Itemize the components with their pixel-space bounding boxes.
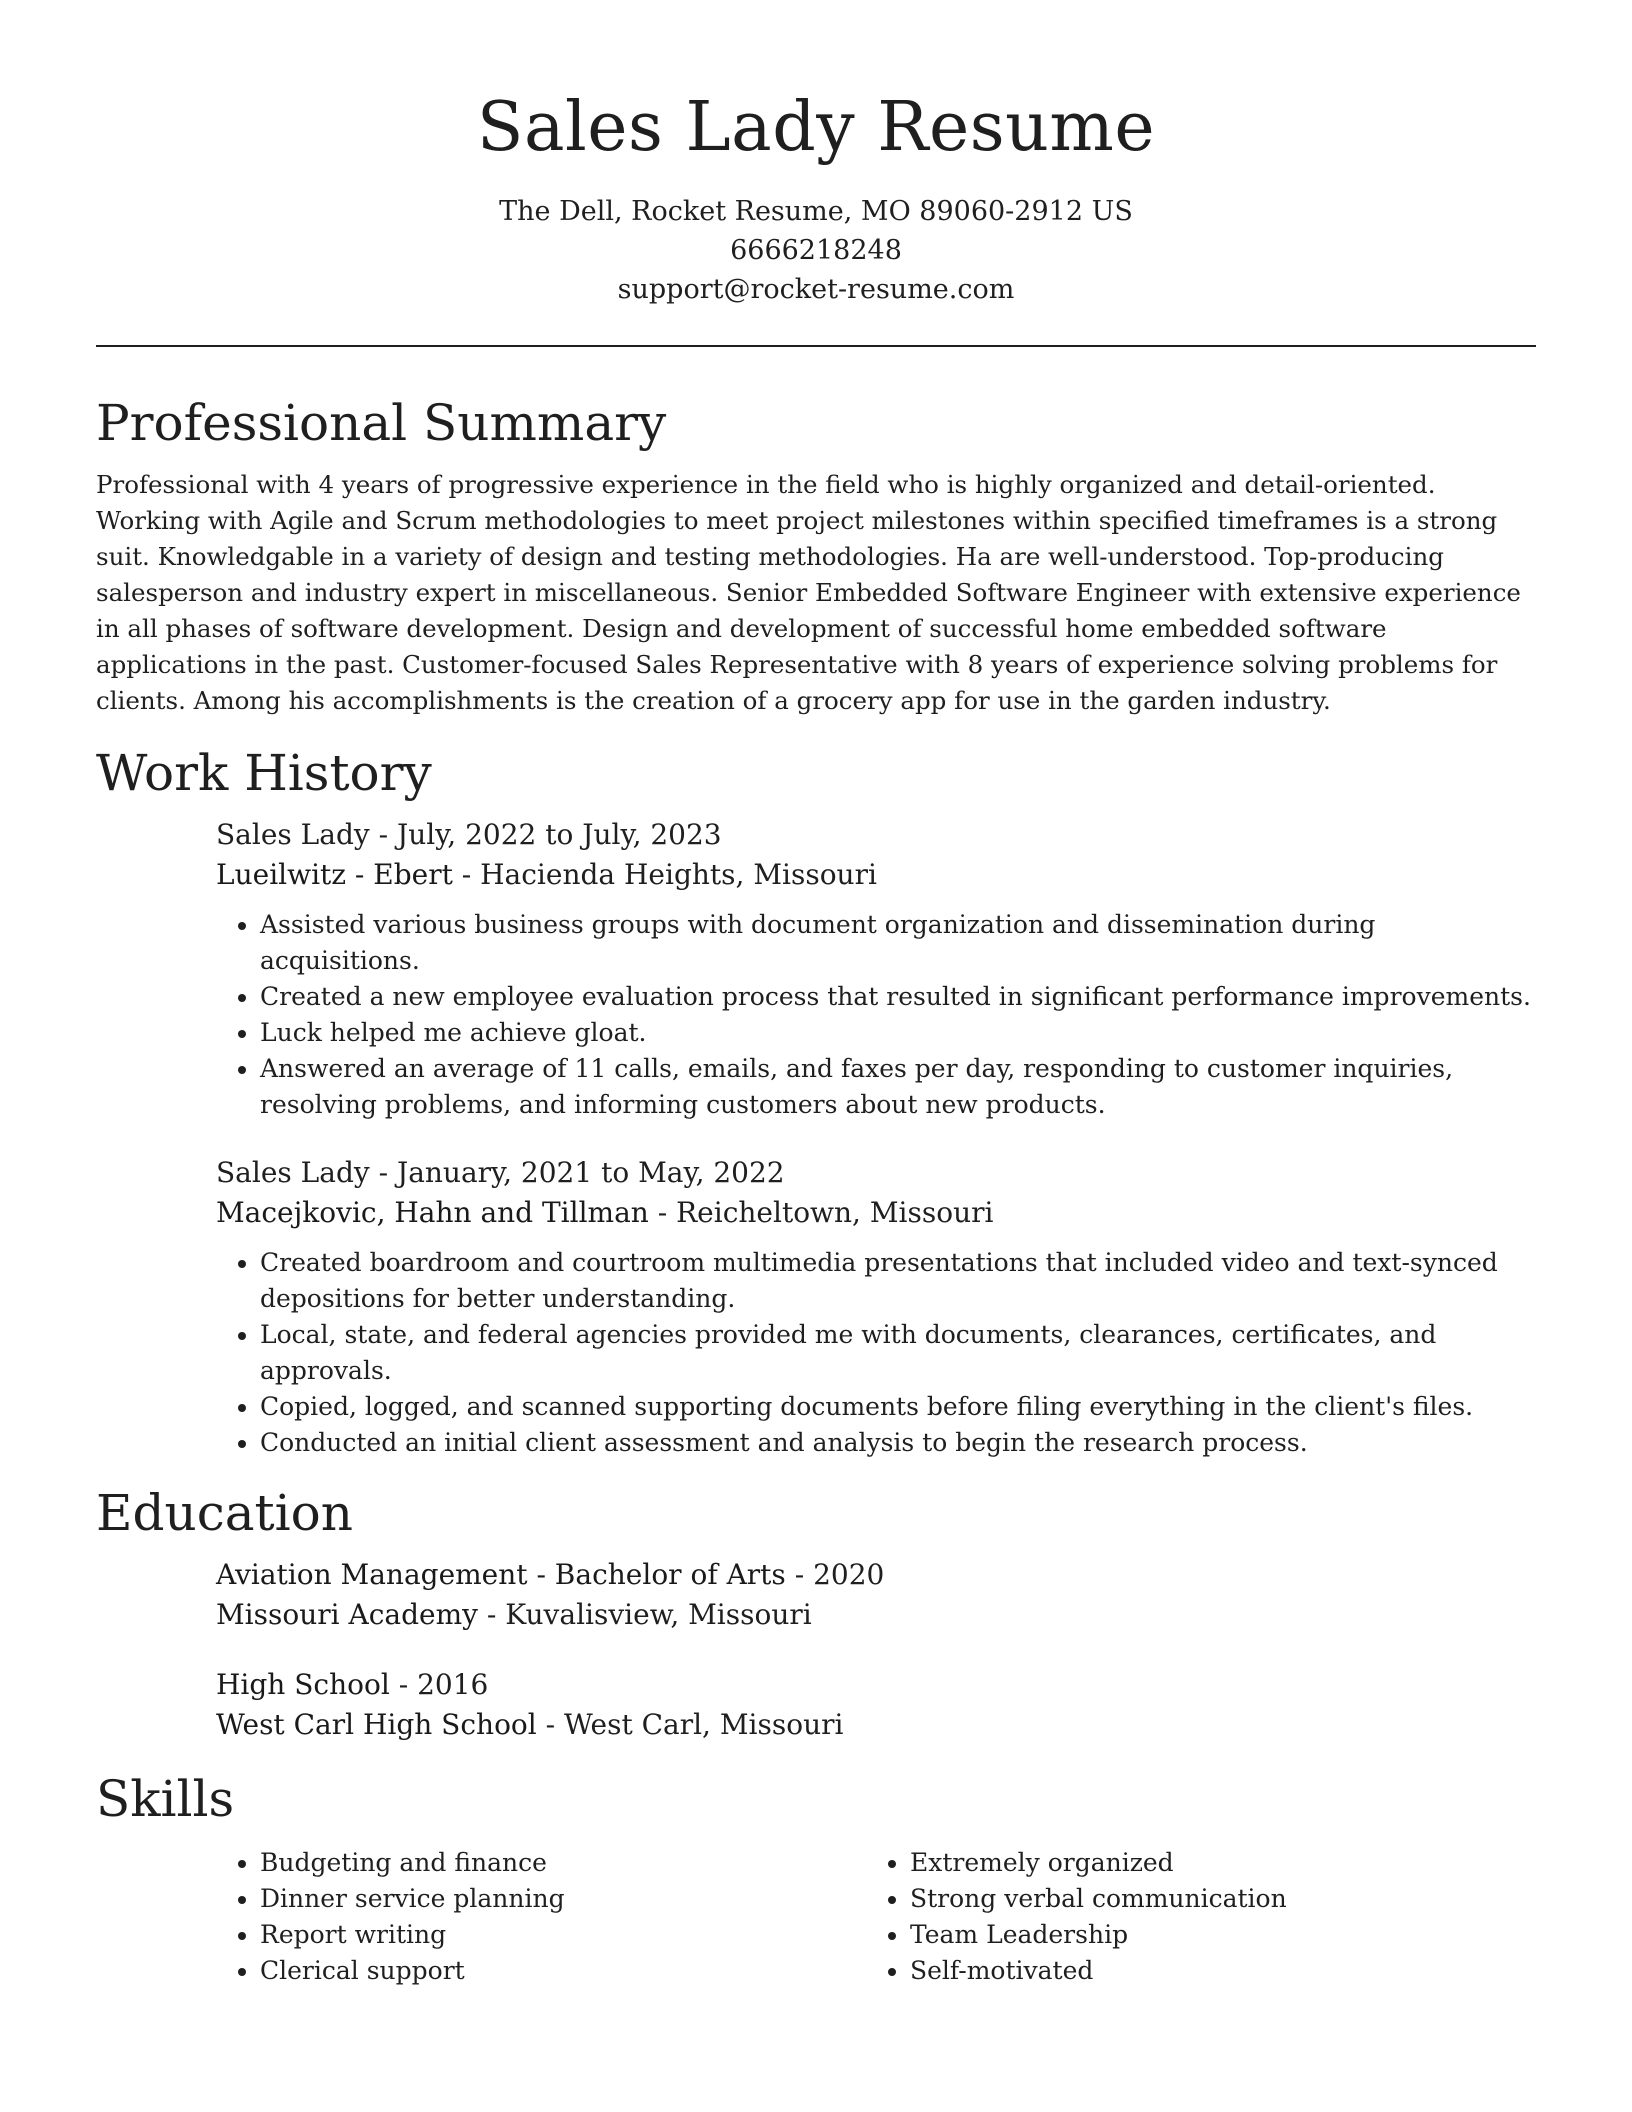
job-bullets <box>216 907 1536 1123</box>
skills-column-right <box>866 1845 1516 1989</box>
job-dates: January, 2021 to May, 2022 <box>396 1156 785 1189</box>
education-entry <box>216 1555 1536 1635</box>
job-bullet: • Local, state, and federal agencies provided me with documents, clearances, certificates, and approvals. <box>260 1317 1536 1389</box>
summary-section <box>96 391 1536 719</box>
job-bullet: • Created boardroom and courtroom multimedia presentations that included video and text-synced depositions for better understanding. <box>260 1245 1536 1317</box>
skills-grid <box>216 1845 1536 1989</box>
job-location: Reicheltown, Missouri <box>676 1196 994 1229</box>
job-bullet: • Luck helped me achieve gloat. <box>260 1015 1536 1051</box>
job-title: Sales Lady <box>216 1156 370 1189</box>
job-bullet: • Created a new employee evaluation process that resulted in significant performance improvements. <box>260 979 1536 1015</box>
work-history-heading: Work History <box>96 744 432 802</box>
skills-heading: Skills <box>96 1770 235 1828</box>
skills-section <box>96 1767 1536 1989</box>
job-title: Sales Lady <box>216 818 370 851</box>
resume-title: Sales Lady Resume <box>476 88 1156 167</box>
summary-heading: Professional Summary <box>96 394 667 452</box>
job-entry <box>216 815 1536 1123</box>
education-school: West Carl High School <box>216 1708 537 1741</box>
skills-list <box>866 1845 1516 1989</box>
skill-item: • Team Leadership <box>910 1917 1516 1953</box>
education-school-line: West Carl High School - West Carl, Missouri <box>216 1708 844 1741</box>
job-company-line: Macejkovic, Hahn and Tillman - Reicheltown, Missouri <box>216 1196 994 1229</box>
skill-item: • Clerical support <box>260 1953 866 1989</box>
job-dates: July, 2022 to July, 2023 <box>396 818 722 851</box>
skill-item: • Self-motivated <box>910 1953 1516 1989</box>
education-year: 2016 <box>417 1668 489 1701</box>
header-divider <box>96 345 1536 347</box>
contact-email: support@rocket-resume.com <box>617 274 1015 305</box>
job-company: Macejkovic, Hahn and Tillman <box>216 1196 649 1229</box>
skill-item: • Extremely organized <box>910 1845 1516 1881</box>
education-degree: Aviation Management - Bachelor of Arts <box>216 1558 786 1591</box>
job-bullet: • Conducted an initial client assessment and analysis to begin the research process. <box>260 1425 1536 1461</box>
job-title-line: Sales Lady - January, 2021 to May, 2022 <box>216 1156 785 1189</box>
education-school-line: Missouri Academy - Kuvalisview, Missouri <box>216 1598 812 1631</box>
education-location: West Carl, Missouri <box>564 1708 844 1741</box>
education-degree: High School <box>216 1668 390 1701</box>
summary-text: Professional with 4 years of progressive experience in the field who is highly organized and detail-oriented. Working with Agile and Scrum methodologies to meet project milestones within specified timeframes is a strong suit. Knowledgable in a variety of design and testing methodologies. Ha are well-understood. Top-producing salesperson and industry expert in miscellaneous. Senior Embedded Software Engineer with extensive experience in all phases of software development. Design and development of successful home embedded software applications in the past. Customer-focused Sales Representative with 8 years of experience solving problems for clients. Among his accomplishments is the creation of a grocery app for use in the garden industry. <box>96 470 1521 715</box>
contact-phone: 6666218248 <box>730 235 902 266</box>
education-year: 2020 <box>813 1558 885 1591</box>
skills-column-left <box>216 1845 866 1989</box>
contact-info <box>96 192 1536 309</box>
education-degree-line: High School - 2016 <box>216 1668 489 1701</box>
skill-item: • Budgeting and finance <box>260 1845 866 1881</box>
education-school: Missouri Academy <box>216 1598 478 1631</box>
skills-list <box>216 1845 866 1989</box>
job-bullet: • Answered an average of 11 calls, emails, and faxes per day, responding to customer inquiries, resolving problems, and informing customers about new products. <box>260 1051 1536 1123</box>
education-heading: Education <box>96 1484 353 1542</box>
work-history-section <box>96 741 1536 1461</box>
job-company-line: Lueilwitz - Ebert - Hacienda Heights, Missouri <box>216 858 877 891</box>
job-location: Hacienda Heights, Missouri <box>480 858 877 891</box>
education-degree-line: Aviation Management - Bachelor of Arts - 2020 <box>216 1558 885 1591</box>
job-company: Lueilwitz - Ebert <box>216 858 453 891</box>
job-entry <box>216 1153 1536 1461</box>
contact-address: The Dell, Rocket Resume, MO 89060-2912 US <box>499 196 1133 227</box>
job-title-line: Sales Lady - July, 2022 to July, 2023 <box>216 818 722 851</box>
skill-item: • Report writing <box>260 1917 866 1953</box>
job-bullet: • Copied, logged, and scanned supporting documents before filing everything in the client's files. <box>260 1389 1536 1425</box>
skill-item: • Dinner service planning <box>260 1881 866 1917</box>
job-bullet: • Assisted various business groups with document organization and dissemination during acquisitions. <box>260 907 1536 979</box>
education-location: Kuvalisview, Missouri <box>505 1598 812 1631</box>
education-entry <box>216 1665 1536 1745</box>
education-section <box>96 1481 1536 1745</box>
job-bullets <box>216 1245 1536 1461</box>
skill-item: • Strong verbal communication <box>910 1881 1516 1917</box>
resume-header <box>96 0 1536 309</box>
